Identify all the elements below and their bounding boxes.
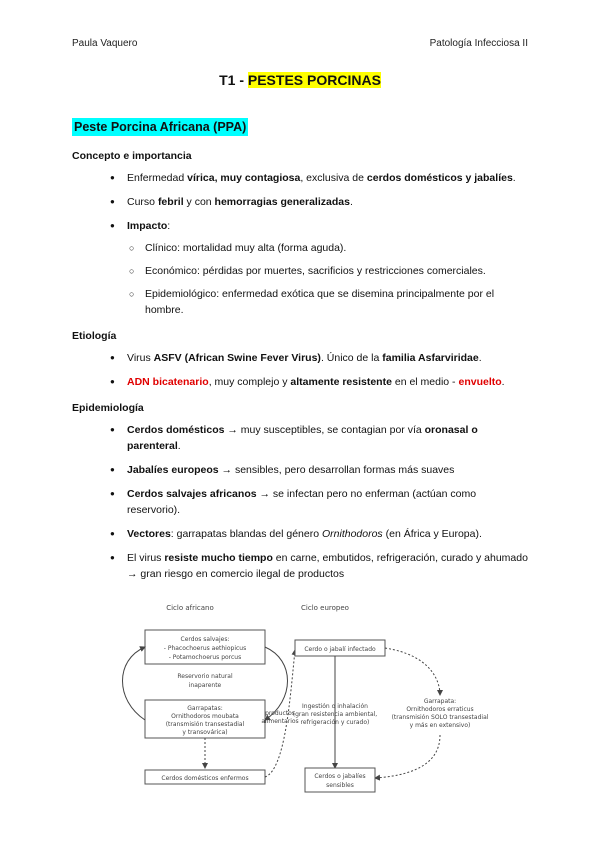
sublist-item: ○ Epidemiológico: enfermedad exótica que se disemina principalmente por el hombre.: [72, 286, 530, 318]
diagram-text: Ornithodoros moubata: [171, 713, 239, 720]
etiologia-list: [72, 350, 530, 390]
diagram-text: Cerdos domésticos enfermos: [161, 775, 249, 782]
header-author: Paula Vaquero: [72, 38, 138, 49]
sublist-item: ○ Clínico: mortalidad muy alta (forma aguda).: [72, 240, 530, 256]
document-body: [72, 118, 530, 592]
diagram-text: (gran resistencia ambiental,: [292, 711, 378, 718]
concepto-heading: Concepto e importancia: [72, 150, 192, 162]
transmission-diagram: [110, 600, 500, 815]
diagram-text: y más en extensivo): [409, 722, 471, 729]
header-course: Patología Infecciosa II: [429, 38, 528, 49]
diagram-text: (transmisión transestadial: [165, 721, 245, 728]
list-item: ● Impacto: ○ Clínico: mortalidad muy alta (forma aguda). ○ Económico: pérdidas por muertes, sacrificios y restricciones comerciales. ○ Epidemiológico: enfermedad exótica que se disemina principalmente por el hombre.: [72, 218, 530, 318]
epidemiologia-heading: Epidemiología: [72, 402, 144, 414]
list-item: ● Enfermedad vírica, muy contagiosa, exclusiva de cerdos domésticos y jabalíes.: [72, 170, 530, 186]
diagram-text: - Phacochoerus aethiopicus: [163, 645, 247, 652]
list-item: ● Cerdos salvajes africanos → se infectan pero no enferman (actúan como reservorio).: [72, 486, 530, 518]
diagram-text: Ornithodoros erraticus: [406, 706, 474, 713]
diagram-text: Garrapata:: [423, 698, 457, 705]
diagram-text: Garrapatas:: [187, 705, 223, 712]
diagram-text: inaparente: [188, 682, 222, 689]
diagram-text: (transmisión SOLO transestadial: [391, 714, 489, 721]
diagram-text: Cerdos o jabalíes: [314, 773, 366, 780]
page-title: T1 - PESTES PORCINAS: [219, 72, 381, 88]
diagram-title-left: Ciclo africano: [166, 604, 214, 612]
diagram-text: Cerdo o jabalí infectado: [304, 646, 376, 653]
diagram-text: y transovárica): [182, 729, 228, 736]
diagram-text: alimentarios: [261, 718, 299, 725]
list-item: ● Cerdos domésticos → muy susceptibles, se contagian por vía oronasal o parenteral.: [72, 422, 530, 454]
diagram-text: sensibles: [326, 782, 354, 789]
list-item: ● ADN bicatenario, muy complejo y altamente resistente en el medio - envuelto.: [72, 374, 530, 390]
title-highlight: PESTES PORCINAS: [247, 72, 381, 88]
list-item: ● Jabalíes europeos → sensibles, pero desarrollan formas más suaves: [72, 462, 530, 478]
list-item: ● Virus ASFV (African Swine Fever Virus). Único de la familia Asfarviridae.: [72, 350, 530, 366]
list-item: ● El virus resiste mucho tiempo en carne, embutidos, refrigeración, curado y ahumado → gran riesgo en comercio ilegal de productos: [72, 550, 530, 582]
list-item: ● Curso febril y con hemorragias generalizadas.: [72, 194, 530, 210]
diagram-text: refrigeración y curado): [300, 719, 370, 726]
diagram-svg: [110, 600, 500, 815]
epidemiologia-list: [72, 422, 530, 582]
concepto-list: [72, 170, 530, 318]
diagram-text: - Potamochoerus porcus: [168, 654, 242, 661]
diagram-title-right: Ciclo europeo: [301, 604, 349, 612]
list-item: ● Vectores: garrapatas blandas del género Ornithodoros (en África y Europa).: [72, 526, 530, 542]
diagram-text: productos: [265, 710, 295, 717]
impacto-sublist: [127, 240, 530, 318]
sublist-item: ○ Económico: pérdidas por muertes, sacrificios y restricciones comerciales.: [72, 263, 530, 279]
etiologia-heading: Etiología: [72, 330, 117, 342]
section-heading: Peste Porcina Africana (PPA): [74, 120, 247, 134]
diagram-text: Ingestión o inhalación: [302, 703, 368, 710]
diagram-text: Reservorio natural: [177, 673, 233, 680]
diagram-text: Cerdos salvajes:: [180, 636, 230, 643]
